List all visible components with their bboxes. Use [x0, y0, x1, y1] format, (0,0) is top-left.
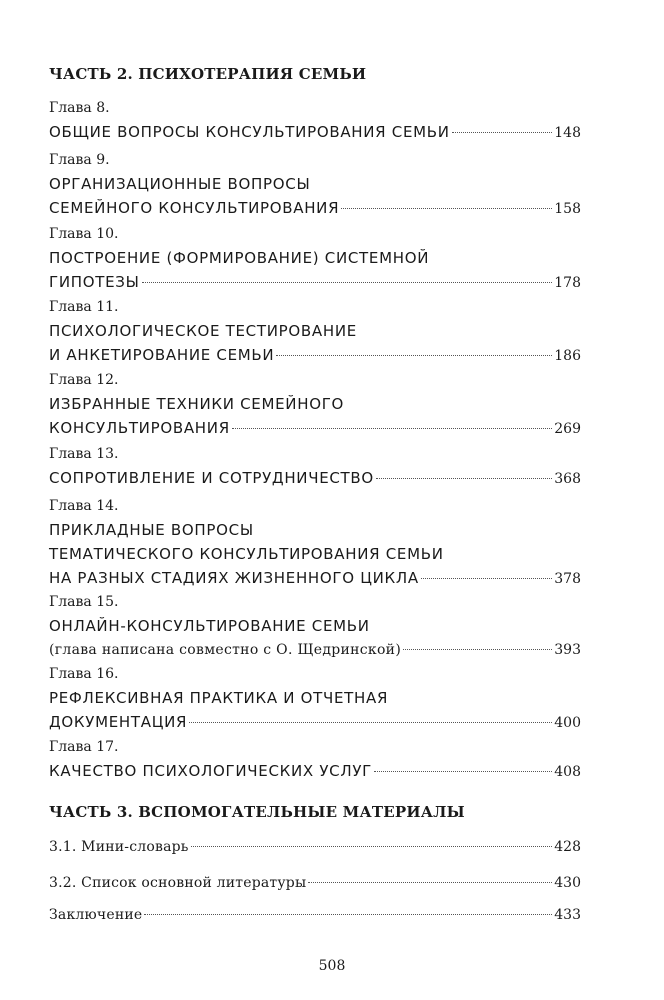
aux-line: [49, 835, 581, 859]
chapter-title: ПРИКЛАДНЫЕ ВОПРОСЫ: [49, 521, 254, 539]
toc-entry-chapter-10[interactable]: [49, 224, 581, 294]
chapter-title: КАЧЕСТВО ПСИХОЛОГИЧЕСКИХ УСЛУГ: [49, 762, 373, 780]
chapter-label: Глава 9.: [49, 152, 110, 168]
chapter-title-line: [49, 542, 581, 566]
chapter-title-line: [49, 319, 581, 343]
toc-entry-chapter-11[interactable]: [49, 297, 581, 367]
dot-leader: [308, 881, 552, 883]
dot-leader: [452, 131, 553, 133]
chapter-label: Глава 17.: [49, 739, 119, 755]
part3-title: ЧАСТЬ 3. ВСПОМОГАТЕЛЬНЫЕ МАТЕРИАЛЫ: [49, 803, 465, 821]
chapter-title: ПСИХОЛОГИЧЕСКОЕ ТЕСТИРОВАНИЕ: [49, 322, 357, 340]
page-ref: 428: [554, 839, 581, 855]
chapter-label: Глава 13.: [49, 446, 119, 462]
aux-title: 3.2. Список основной литературы: [49, 875, 307, 891]
toc-entry-mini-dictionary[interactable]: [49, 835, 581, 859]
page-ref: 378: [554, 571, 581, 587]
chapter-label: Глава 12.: [49, 372, 119, 388]
chapter-label: Глава 11.: [49, 299, 119, 315]
aux-line: [49, 903, 581, 927]
chapter-label: Глава 14.: [49, 498, 119, 514]
toc-entry-chapter-8[interactable]: [49, 98, 581, 144]
chapter-title: НА РАЗНЫХ СТАДИЯХ ЖИЗНЕННОГО ЦИКЛА: [49, 569, 419, 587]
chapter-title-line: [49, 270, 581, 294]
chapter-label: Глава 16.: [49, 666, 119, 682]
chapter-title-line: [49, 246, 581, 270]
chapter-note-line: [49, 638, 581, 662]
toc-entry-chapter-15[interactable]: [49, 592, 581, 662]
chapter-title-line: [49, 518, 581, 542]
page-ref: 148: [554, 125, 581, 141]
chapter-title: ОБЩИЕ ВОПРОСЫ КОНСУЛЬТИРОВАНИЯ СЕМЬИ: [49, 123, 450, 141]
chapter-title: ИЗБРАННЫЕ ТЕХНИКИ СЕМЕЙНОГО: [49, 395, 345, 413]
page-ref: 433: [554, 907, 581, 923]
chapter-title-line: [49, 566, 581, 590]
chapter-note: (глава написана совместно с О. Щедринской): [49, 642, 402, 658]
page-ref: 393: [554, 642, 581, 658]
chapter-title: КОНСУЛЬТИРОВАНИЯ: [49, 419, 230, 437]
toc-entry-conclusion[interactable]: [49, 903, 581, 927]
part2-title: ЧАСТЬ 2. ПСИХОТЕРАПИЯ СЕМЬИ: [49, 65, 367, 83]
toc-entry-chapter-17[interactable]: [49, 737, 581, 783]
dot-leader: [374, 770, 552, 772]
page-ref: 400: [554, 715, 581, 731]
chapter-title: ДОКУМЕНТАЦИЯ: [49, 713, 188, 731]
dot-leader: [376, 477, 552, 479]
chapter-title: ТЕМАТИЧЕСКОГО КОНСУЛЬТИРОВАНИЯ СЕМЬИ: [49, 545, 444, 563]
page-ref: 186: [554, 348, 581, 364]
chapter-label: Глава 10.: [49, 226, 119, 242]
chapter-title: РЕФЛЕКСИВНАЯ ПРАКТИКА И ОТЧЕТНАЯ: [49, 689, 389, 707]
chapter-title-line: [49, 759, 581, 783]
chapter-title: СЕМЕЙНОГО КОНСУЛЬТИРОВАНИЯ: [49, 199, 340, 217]
toc-entry-chapter-13[interactable]: [49, 444, 581, 490]
dot-leader: [276, 354, 552, 356]
toc-entry-literature[interactable]: [49, 871, 581, 895]
dot-leader: [403, 648, 552, 650]
dot-leader: [189, 721, 552, 723]
chapter-title: ГИПОТЕЗЫ: [49, 273, 140, 291]
chapter-title: СОПРОТИВЛЕНИЕ И СОТРУДНИЧЕСТВО: [49, 469, 374, 487]
chapter-title-line: [49, 416, 581, 440]
chapter-title-line: [49, 466, 581, 490]
toc-entry-chapter-12[interactable]: [49, 370, 581, 440]
dot-leader: [144, 913, 552, 915]
aux-title: 3.1. Мини-словарь: [49, 839, 189, 855]
toc-entry-chapter-14[interactable]: [49, 496, 581, 590]
chapter-label: Глава 15.: [49, 594, 119, 610]
page-ref: 269: [554, 421, 581, 437]
aux-line: [49, 871, 581, 895]
toc-entry-chapter-16[interactable]: [49, 664, 581, 734]
page-number: 508: [318, 958, 346, 974]
chapter-title: И АНКЕТИРОВАНИЕ СЕМЬИ: [49, 346, 275, 364]
page-ref: 430: [554, 875, 581, 891]
dot-leader: [191, 845, 553, 847]
toc-entry-chapter-9[interactable]: [49, 150, 581, 220]
chapter-title: ПОСТРОЕНИЕ (ФОРМИРОВАНИЕ) СИСТЕМНОЙ: [49, 249, 430, 267]
chapter-title-line: [49, 710, 581, 734]
page-ref: 408: [554, 764, 581, 780]
page-ref: 178: [554, 275, 581, 291]
chapter-title-line: [49, 392, 581, 416]
chapter-title-line: [49, 614, 581, 638]
chapter-title: ОРГАНИЗАЦИОННЫЕ ВОПРОСЫ: [49, 175, 311, 193]
chapter-title-line: [49, 686, 581, 710]
chapter-title-line: [49, 120, 581, 144]
dot-leader: [142, 281, 553, 283]
chapter-label: Глава 8.: [49, 100, 110, 116]
dot-leader: [341, 207, 552, 209]
aux-title: Заключение: [49, 907, 143, 923]
chapter-title-line: [49, 343, 581, 367]
chapter-title-line: [49, 172, 581, 196]
dot-leader: [421, 577, 552, 579]
page-ref: 368: [554, 471, 581, 487]
chapter-title-line: [49, 196, 581, 220]
page-ref: 158: [554, 201, 581, 217]
chapter-title: ОНЛАЙН-КОНСУЛЬТИРОВАНИЕ СЕМЬИ: [49, 617, 370, 635]
dot-leader: [232, 427, 552, 429]
